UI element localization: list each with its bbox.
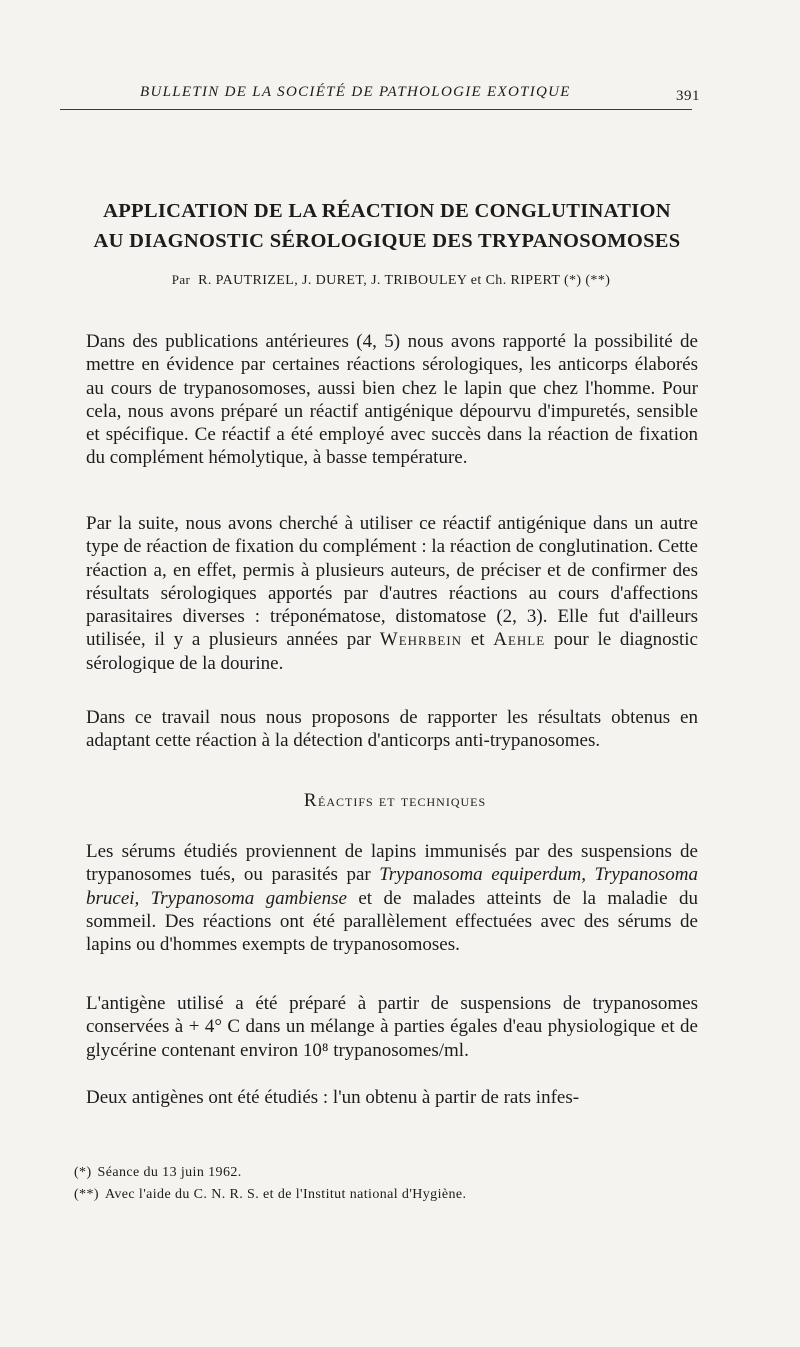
paragraph-6: Deux antigènes ont été étudiés : l'un obtenu à partir de rats infes- — [86, 1087, 580, 1108]
author-name-aehle: Aehle — [493, 629, 546, 651]
running-head — [60, 80, 700, 110]
paragraph-2-part-c: pour le diagnostic sérologique de la dourine. — [86, 629, 698, 674]
article-title-line2: AU DIAGNOSTIC SÉROLOGIQUE DES TRYPANOSOMOSES — [93, 230, 681, 252]
header-rule — [60, 109, 692, 110]
author-name-wehrbein: Wehrbein — [379, 629, 463, 651]
footnote-2-mark: (**) — [74, 1187, 99, 1202]
footnote-2 — [74, 1184, 694, 1206]
footnotes — [74, 1162, 694, 1206]
species-names: Trypanosoma equiperdum, Trypanosoma brucei, Trypanosoma gambiense — [86, 864, 698, 909]
article-title-line1: APPLICATION DE LA RÉACTION DE CONGLUTINATION — [103, 200, 671, 222]
paragraph-4-part-b: et de malades atteints de la maladie du sommeil. Des réactions ont été parallèlement effectuées avec des sérums de lapins ou d'hommes exempts de trypanosomoses. — [86, 887, 698, 956]
footnote-1-mark: (*) — [74, 1165, 92, 1180]
paragraph-2-part-a: Par la suite, nous avons cherché à utiliser ce réactif antigénique dans un autre type de réaction de fixation du complément : la réaction de conglutination. Cette réaction a, en effet, permis à plusieurs auteurs, de préciser et de confirmer des résultats sérologiques apportés par d'autres réactions au cours d'affections parasitaires diverses : tréponématose, distomatose (2, 3). Elle fut d'ailleurs utilisée, il y a plusieurs années par — [86, 513, 698, 651]
page-number: 391 — [676, 88, 700, 104]
journal-title: BULLETIN DE LA SOCIÉTÉ DE PATHOLOGIE EXOTIQUE — [140, 84, 571, 100]
section-heading-initial: R — [303, 790, 318, 811]
paragraph-3: Dans ce travail nous nous proposons de rapporter les résultats obtenus en adaptant cette réaction à la détection d'anticorps anti-trypanosomes. — [86, 707, 698, 752]
section-heading-rest: éactifs et techniques — [318, 791, 487, 810]
paragraph-2-part-b: et — [462, 629, 494, 651]
paragraph-5: L'antigène utilisé a été préparé à partir de suspensions de trypanosomes conservées à + 4° C dans un mélange à parties égales d'eau physiologique et de glycérine contenant environ 10⁸ trypanosomes/ml. — [86, 993, 698, 1061]
paragraph-4 — [86, 840, 698, 956]
authors-prefix: Par — [171, 272, 191, 287]
article-title — [62, 196, 712, 256]
authors-names: R. PAUTRIZEL, J. DURET, J. TRIBOULEY et Ch. RIPERT (*) (**) — [198, 273, 611, 288]
section-heading — [0, 790, 790, 812]
footnote-1 — [74, 1162, 694, 1184]
paragraph-4-part-a: Les sérums étudiés proviennent de lapins immunisés par des suspensions de trypanosomes tués, ou parasités par — [86, 841, 698, 886]
footnote-1-text: Séance du 13 juin 1962. — [97, 1165, 242, 1180]
author-line — [66, 272, 716, 289]
paragraph-2 — [86, 512, 698, 675]
paragraph-1: Dans des publications antérieures (4, 5) nous avons rapporté la possibilité de mettre en évidence par certaines réactions sérologiques, les anticorps élaborés au cours de trypanosomoses, aussi bien chez le lapin que chez l'homme. Pour cela, nous avons préparé un réactif antigénique dépourvu d'impuretés, sensible et spécifique. Ce réactif a été employé avec succès dans la réaction de fixation du complément hémolytique, à basse température. — [86, 331, 698, 469]
footnote-2-text: Avec l'aide du C. N. R. S. et de l'Institut national d'Hygiène. — [104, 1187, 467, 1202]
